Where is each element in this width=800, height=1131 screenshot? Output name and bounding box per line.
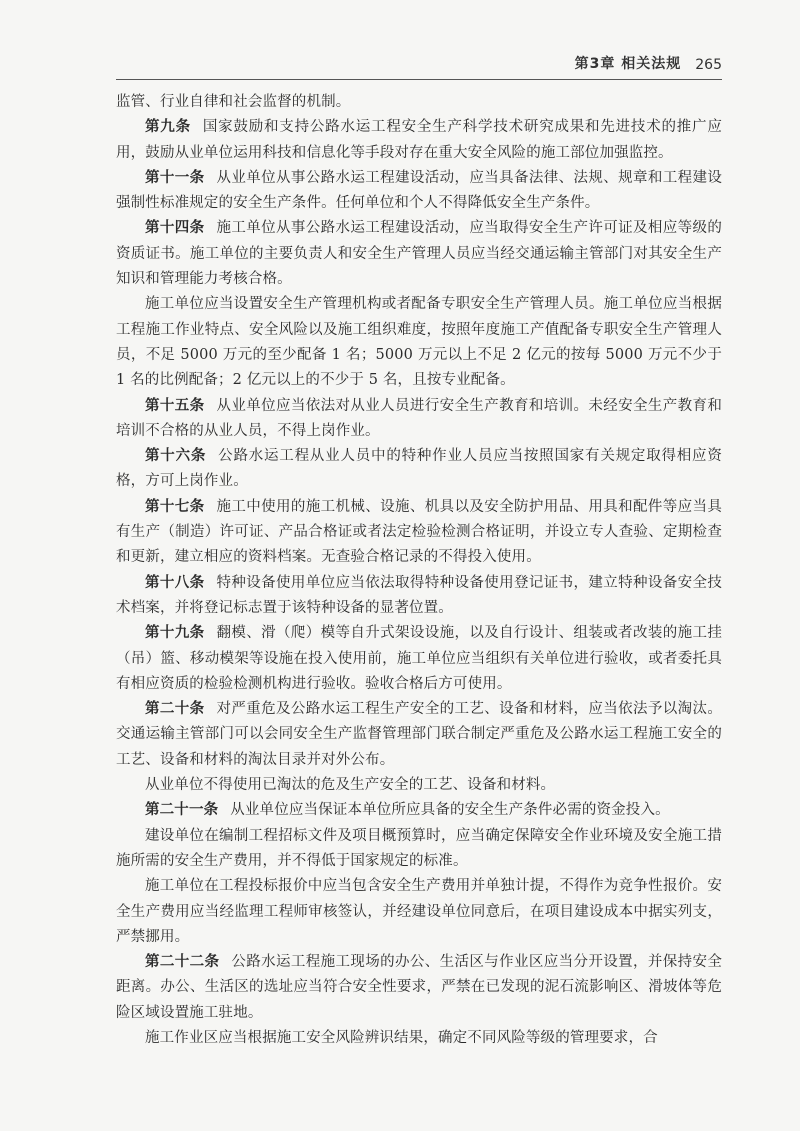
paragraph: [116, 115, 722, 166]
paragraph-text: 施工单位从事公路水运工程建设活动，应当取得安全生产许可证及相应等级的资质证书。施工单位的主要负责人和安全生产管理人员应当经交通运输主管部门对其安全生产知识和管理能力考核合格。: [116, 220, 722, 288]
paragraph-text: 翻模、滑（爬）模等自升式架设设施，以及自行设计、组装或者改装的施工挂（吊）篮、移动模架等设施在投入使用前，施工单位应当组织有关单位进行验收，或者委托具有相应资质的检验检测机构进行验收。验收合格后方可使用。: [116, 625, 722, 692]
paragraph-text: 公路水运工程从业人员中的特种作业人员应当按照国家有关规定取得相应资格，方可上岗作业。: [116, 448, 722, 490]
article-number: 第二十条: [145, 701, 205, 718]
running-header: [116, 50, 722, 80]
paragraph-text: 从业单位应当保证本单位所应具备的安全生产条件必需的资金投入。: [230, 802, 670, 819]
article-number: 第十五条: [145, 397, 205, 414]
paragraph-text: 建设单位在编制工程招标文件及项目概预算时，应当确定保障安全作业环境及安全施工措施所需的安全生产费用，并不得低于国家规定的标准。: [116, 827, 722, 869]
paragraph-text: 从业单位从事公路水运工程建设活动，应当具备法律、法规、规章和工程建设强制性标准规定的安全生产条件。任何单位和个人不得降低安全生产条件。: [116, 169, 722, 212]
article-number: 第二十二条: [145, 954, 220, 971]
paragraph-text: 监管、行业自律和社会监督的机制。: [116, 94, 351, 110]
paragraph-text: 特种设备使用单位应当依法取得特种设备使用登记证书，建立特种设备安全技术档案，并将登记标志置于该特种设备的显著位置。: [116, 574, 722, 616]
paragraph-text: 施工作业区应当根据施工安全风险辨识结果，确定不同风险等级的管理要求，合: [145, 1029, 658, 1046]
article-number: 第十七条: [145, 498, 205, 515]
paragraph: [116, 166, 722, 217]
article-number: 第十九条: [145, 625, 205, 642]
paragraph-text: 施工单位应当设置安全生产管理机构或者配备专职安全生产管理人员。施工单位应当根据工程施工作业特点、安全风险以及施工组织难度，按照年度施工产值配备专职安全生产管理人员，不足 5000 万元的至少配备 1 名；5000 万元以上不足 2 亿元的按每 5000 万元不少于 1 名的比例配备；2 亿元以上的不少于 5 名，且按专业配备。: [116, 296, 722, 389]
paragraph: [116, 824, 722, 875]
paragraph: [116, 1026, 722, 1051]
article-number: 第十四条: [145, 220, 205, 237]
article-number: 第十一条: [145, 169, 205, 186]
chapter-title: 第3章 相关法规: [574, 56, 682, 72]
paragraph: [116, 444, 722, 495]
paragraph: [116, 950, 722, 1026]
article-number: 第十六条: [145, 448, 207, 465]
paragraph: [116, 394, 722, 445]
paragraph-text: 对严重危及公路水运工程生产安全的工艺、设备和材料，应当依法予以淘汰。交通运输主管部门可以会同安全生产监督管理部门联合制定严重危及公路水运工程施工安全的工艺、设备和材料的淘汰目录并对外公布。: [116, 701, 722, 768]
paragraph: [116, 216, 722, 292]
article-number: 第十八条: [145, 574, 205, 591]
paragraph: [116, 798, 722, 823]
paragraph: [116, 697, 722, 773]
paragraph-text: 施工中使用的施工机械、设施、机具以及安全防护用品、用具和配件等应当具有生产（制造）许可证、产品合格证或者法定检验检测合格证明，并设立专人查验、定期检查和更新，建立相应的资料档案。无查验合格记录的不得投入使用。: [116, 498, 722, 566]
paragraph: [116, 571, 722, 622]
article-number: 第九条: [145, 119, 191, 136]
article-number: 第二十一条: [145, 802, 219, 819]
body-text: [116, 90, 722, 1051]
page-number: 265: [695, 57, 722, 73]
paragraph: [116, 495, 722, 571]
paragraph-text: 从业单位不得使用已淘汰的危及生产安全的工艺、设备和材料。: [145, 777, 556, 794]
paragraph-text: 从业单位应当依法对从业人员进行安全生产教育和培训。未经安全生产教育和培训不合格的从业人员，不得上岗作业。: [116, 397, 722, 439]
paragraph: [116, 773, 722, 798]
paragraph-text: 公路水运工程施工现场的办公、生活区与作业区应当分开设置，并保持安全距离。办公、生活区的选址应当符合安全性要求，严禁在已发现的泥石流影响区、滑坡体等危险区域设置施工驻地。: [116, 954, 722, 1021]
paragraph: [116, 874, 722, 950]
paragraph-text: 国家鼓励和支持公路水运工程安全生产科学技术研究成果和先进技术的推广应用，鼓励从业单位运用科技和信息化等手段对存在重大安全风险的施工部位加强监控。: [116, 119, 722, 161]
paragraph-text: 施工单位在工程投标报价中应当包含安全生产费用并单独计提，不得作为竞争性报价。安全生产费用应当经监理工程师审核签认，并经建设单位同意后，在项目建设成本中据实列支，严禁挪用。: [116, 878, 722, 945]
paragraph: [116, 621, 722, 697]
paragraph: [116, 292, 722, 393]
paragraph: [116, 90, 722, 115]
